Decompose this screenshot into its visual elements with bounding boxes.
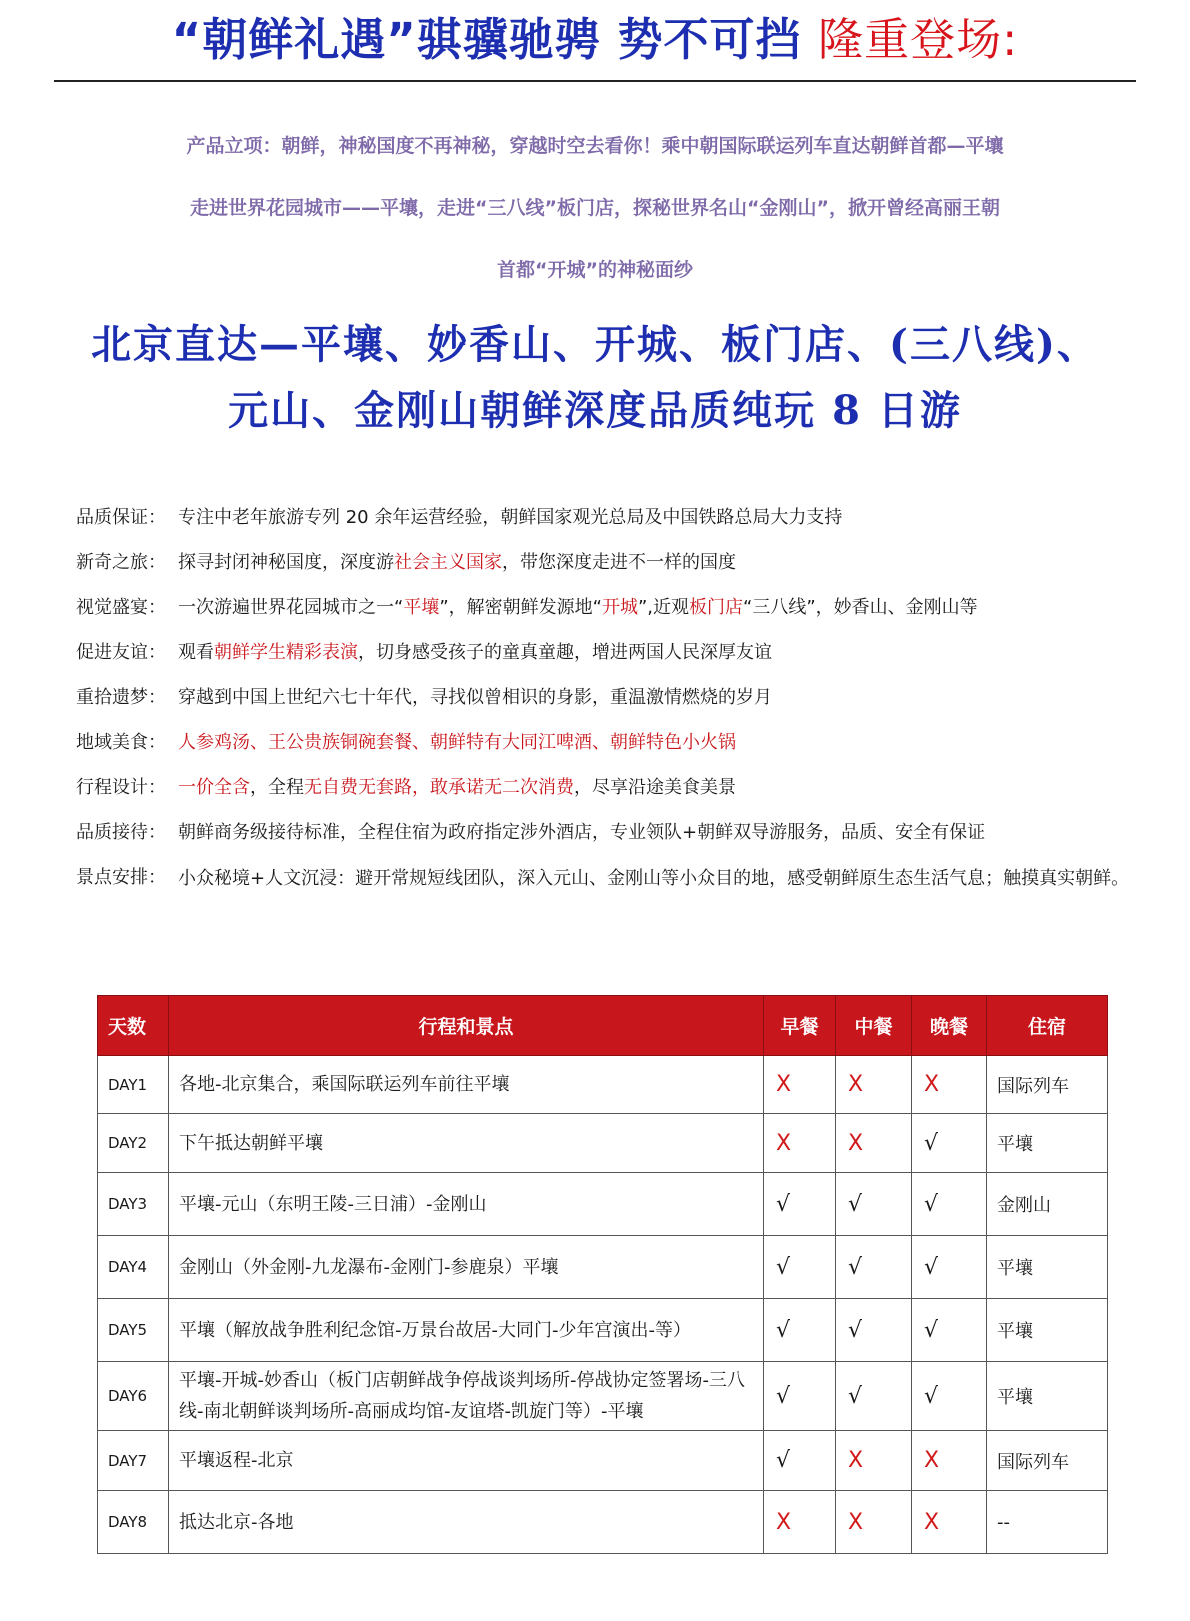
breakfast-cell: √ [764, 1236, 836, 1299]
table-row [98, 1362, 1108, 1431]
dinner-cell: X [912, 1491, 987, 1554]
feature-highlight: 朝鲜学生精彩表演 [214, 642, 358, 663]
feature-text: 专注中老年旅游专列 20 余年运营经验，朝鲜国家观光总局及中国铁路总局大力支持 [178, 507, 843, 528]
header-route: 行程和景点 [169, 996, 764, 1056]
feature-label: 新奇之旅： [76, 552, 166, 573]
feature-highlight: 开城 [601, 597, 638, 618]
feature-item [76, 773, 1156, 818]
day-cell: DAY4 [98, 1236, 169, 1299]
stay-cell: 国际列车 [987, 1056, 1108, 1114]
itinerary-table [97, 995, 1108, 1554]
feature-item [76, 548, 1156, 593]
feature-highlight: 一价全含 [178, 777, 250, 798]
stay-cell: -- [987, 1491, 1108, 1554]
feature-text: 小众秘境+人文沉浸：避开常规短线团队，深入元山、金刚山等小众目的地，感受朝鲜原生态生活气息；触摸真实朝鲜。 [178, 868, 1130, 889]
header-stay: 住宿 [987, 996, 1108, 1056]
feature-label: 景点安排： [76, 867, 166, 888]
breakfast-cell: √ [764, 1431, 836, 1491]
lunch-cell: √ [836, 1173, 912, 1236]
feature-item [76, 683, 1156, 728]
tour-title [0, 312, 1190, 444]
day-cell: DAY1 [98, 1056, 169, 1114]
feature-label: 视觉盛宴： [76, 597, 166, 618]
route-cell: 平壤（解放战争胜利纪念馆-万景台故居-大同门-少年宫演出-等） [169, 1299, 764, 1362]
intro-line: 首都“开城”的神秘面纱 [497, 259, 693, 281]
feature-label: 地域美食： [76, 732, 166, 753]
intro-line: 走进世界花园城市——平壤，走进“三八线”板门店，探秘世界名山“金刚山”，掀开曾经高丽王朝 [190, 197, 1000, 219]
breakfast-cell: X [764, 1491, 836, 1554]
lunch-cell: √ [836, 1236, 912, 1299]
day-cell: DAY8 [98, 1491, 169, 1554]
page-header [0, 10, 1190, 70]
feature-text: 一次游遍世界花园城市之一“平壤”，解密朝鲜发源地“开城”,近观板门店“三八线”，妙香山、金刚山等 [178, 597, 978, 618]
table-row [98, 1056, 1108, 1114]
route-cell: 金刚山（外金刚-九龙瀑布-金刚门-参鹿泉）平壤 [169, 1236, 764, 1299]
route-cell: 平壤-元山（东明王陵-三日浦）-金刚山 [169, 1173, 764, 1236]
day-cell: DAY6 [98, 1362, 169, 1431]
lunch-cell: X [836, 1056, 912, 1114]
table-row [98, 1431, 1108, 1491]
breakfast-cell: √ [764, 1173, 836, 1236]
dinner-cell: √ [912, 1114, 987, 1173]
breakfast-cell: √ [764, 1299, 836, 1362]
day-cell: DAY3 [98, 1173, 169, 1236]
stay-cell: 平壤 [987, 1236, 1108, 1299]
feature-label: 品质保证： [76, 507, 166, 528]
dinner-cell: X [912, 1056, 987, 1114]
feature-item [76, 503, 1156, 548]
feature-label: 品质接待： [76, 822, 166, 843]
breakfast-cell: X [764, 1114, 836, 1173]
feature-item [76, 728, 1156, 773]
lunch-cell: √ [836, 1362, 912, 1431]
lunch-cell: X [836, 1114, 912, 1173]
route-cell: 各地-北京集合，乘国际联运列车前往平壤 [169, 1056, 764, 1114]
feature-highlight: 无自费无套路，敢承诺无二次消费 [304, 777, 574, 798]
day-cell: DAY2 [98, 1114, 169, 1173]
table-row [98, 1173, 1108, 1236]
stay-cell: 平壤 [987, 1114, 1108, 1173]
route-cell: 平壤返程-北京 [169, 1431, 764, 1491]
feature-item [76, 863, 1156, 901]
feature-highlight: 平壤 [403, 597, 440, 618]
lunch-cell: √ [836, 1299, 912, 1362]
header-title-highlight: 隆重登场: [818, 13, 1019, 66]
tour-title-line: 北京直达—平壤、妙香山、开城、板门店、(三八线)、 [91, 321, 1099, 368]
stay-cell: 国际列车 [987, 1431, 1108, 1491]
table-row [98, 1236, 1108, 1299]
table-row [98, 1114, 1108, 1173]
feature-text: 人参鸡汤、王公贵族铜碗套餐、朝鲜特有大同江啤酒、朝鲜特色小火锅 [178, 732, 736, 753]
route-cell: 下午抵达朝鲜平壤 [169, 1114, 764, 1173]
feature-label: 重拾遗梦： [76, 687, 166, 708]
route-cell: 平壤-开城-妙香山（板门店朝鲜战争停战谈判场所-停战协定签署场-三八线-南北朝鲜谈判场所-高丽成均馆-友谊塔-凯旋门等）-平壤 [169, 1362, 764, 1431]
header-title: “朝鲜礼遇”骐骥驰骋 势不可挡 [171, 13, 802, 66]
header-divider [54, 80, 1136, 82]
tour-title-line: 元山、金刚山朝鲜深度品质纯玩 8 日游 [228, 387, 962, 434]
table-row [98, 1299, 1108, 1362]
feature-text: 观看朝鲜学生精彩表演，切身感受孩子的童真童趣，增进两国人民深厚友谊 [178, 642, 772, 663]
feature-text: 穿越到中国上世纪六七十年代，寻找似曾相识的身影，重温激情燃烧的岁月 [178, 687, 772, 708]
feature-highlight: 板门店 [689, 597, 744, 618]
table-row [98, 1491, 1108, 1554]
stay-cell: 金刚山 [987, 1173, 1108, 1236]
lunch-cell: X [836, 1491, 912, 1554]
feature-item [76, 638, 1156, 683]
intro-line: 产品立项：朝鲜，神秘国度不再神秘，穿越时空去看你！乘中朝国际联运列车直达朝鲜首都—平壤 [186, 135, 1004, 157]
header-dinner: 晚餐 [912, 996, 987, 1056]
feature-list [76, 503, 1156, 901]
feature-text: 探寻封闭神秘国度，深度游社会主义国家，带您深度走进不一样的国度 [178, 552, 736, 573]
feature-label: 行程设计： [76, 777, 166, 798]
header-breakfast: 早餐 [764, 996, 836, 1056]
feature-item [76, 593, 1156, 638]
dinner-cell: √ [912, 1173, 987, 1236]
feature-text: 朝鲜商务级接待标准，全程住宿为政府指定涉外酒店，专业领队+朝鲜双导游服务，品质、安全有保证 [178, 822, 986, 843]
stay-cell: 平壤 [987, 1362, 1108, 1431]
day-cell: DAY7 [98, 1431, 169, 1491]
feature-label: 促进友谊： [76, 642, 166, 663]
table-header-row [98, 996, 1108, 1056]
header-lunch: 中餐 [836, 996, 912, 1056]
intro-paragraph [40, 115, 1150, 301]
dinner-cell: √ [912, 1362, 987, 1431]
breakfast-cell: √ [764, 1362, 836, 1431]
header-day: 天数 [98, 996, 169, 1056]
breakfast-cell: X [764, 1056, 836, 1114]
dinner-cell: √ [912, 1299, 987, 1362]
dinner-cell: X [912, 1431, 987, 1491]
dinner-cell: √ [912, 1236, 987, 1299]
route-cell: 抵达北京-各地 [169, 1491, 764, 1554]
day-cell: DAY5 [98, 1299, 169, 1362]
feature-text: 一价全含，全程无自费无套路，敢承诺无二次消费，尽享沿途美食美景 [178, 777, 736, 798]
lunch-cell: X [836, 1431, 912, 1491]
stay-cell: 平壤 [987, 1299, 1108, 1362]
feature-highlight: 社会主义国家 [394, 552, 502, 573]
